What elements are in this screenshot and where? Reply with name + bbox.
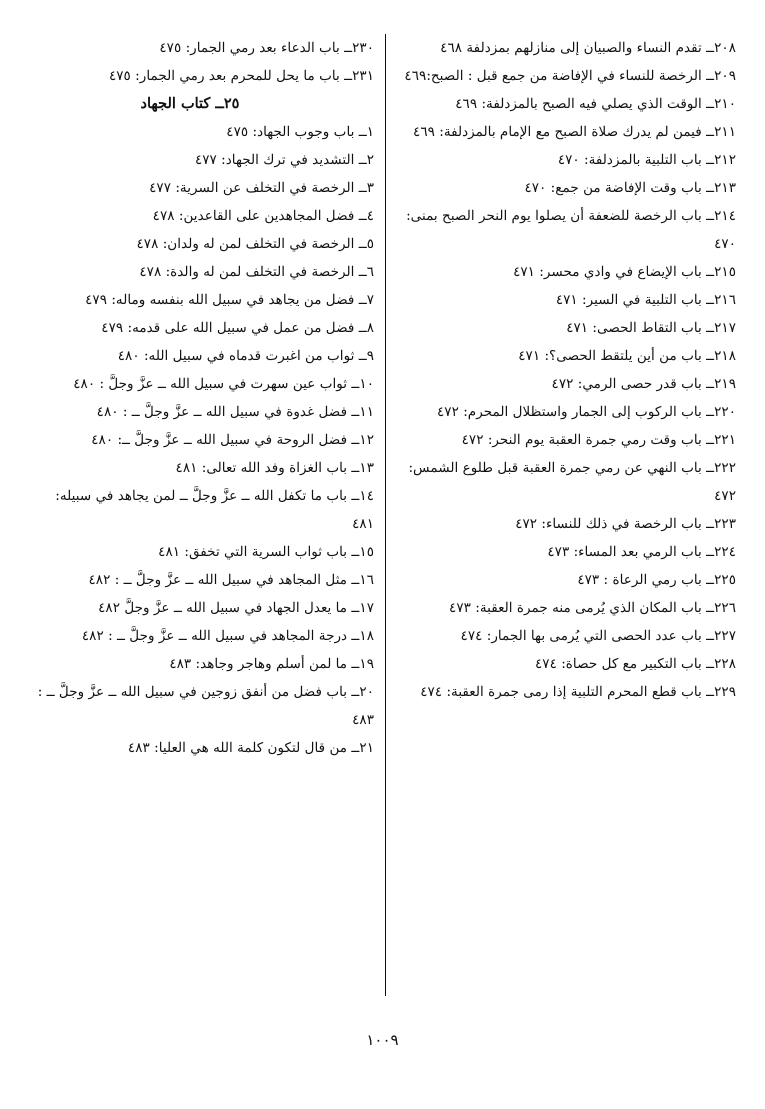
toc-entry [36, 426, 374, 454]
entry-number: ١٩ [359, 656, 374, 672]
toc-entry [36, 622, 374, 650]
entry-title: ما لمن أسلم وهاجر وجاهد: ٤٨٣ [169, 656, 348, 672]
entry-title: باب التلبية في السير: ٤٧١ [555, 292, 702, 308]
entry-number: ٢١٤ [714, 208, 736, 224]
entry-separator: ــ [354, 264, 367, 280]
entry-separator: ــ [701, 516, 715, 532]
toc-entry [402, 342, 736, 370]
entry-separator: ــ [354, 236, 367, 252]
toc-entry [36, 734, 374, 762]
entry-title: الوقت الذي يصلي فيه الصبح بالمزدلفة: ٤٦٩ [455, 96, 702, 112]
entry-number: ١٥ [359, 544, 374, 560]
toc-entry [36, 34, 374, 62]
entry-title: الرخصة في التخلف لمن له والدة: ٤٧٨ [139, 264, 355, 280]
toc-entry [402, 370, 736, 398]
toc-entry [36, 398, 374, 426]
toc-entry [402, 202, 736, 258]
toc-left-column [36, 34, 374, 996]
entry-number: ٢٢٢ [714, 460, 736, 476]
entry-number: ٤ [366, 208, 374, 224]
toc-entry [36, 314, 374, 342]
toc-entry [402, 118, 736, 146]
entry-separator: ــ [354, 348, 367, 364]
entry-separator: ــ [701, 40, 715, 56]
toc-entry [36, 678, 374, 734]
toc-entry [36, 342, 374, 370]
entry-title: ثواب من اغبرت قدماه في سبيل الله: ٤٨٠ [117, 348, 355, 364]
entry-number: ١٧ [359, 600, 374, 616]
entry-separator: ــ [339, 68, 353, 84]
toc-entry [36, 566, 374, 594]
entry-separator: ــ [701, 124, 715, 140]
entry-title: التشديد في ترك الجهاد: ٤٧٧ [194, 152, 355, 168]
entry-title: الرخصة في التخلف عن السرية: ٤٧٧ [149, 180, 355, 196]
toc-entry [402, 314, 736, 342]
entry-separator: ــ [347, 544, 360, 560]
entry-separator: ــ [701, 684, 715, 700]
page-number: ١٠٠٩ [366, 1031, 399, 1049]
entry-title: من قال لتكون كلمة الله هي العليا: ٤٨٣ [127, 740, 348, 756]
entry-number: ٢٢٧ [714, 628, 736, 644]
entry-title: باب الرخصة في ذلك للنساء: ٤٧٢ [515, 516, 702, 532]
entry-title: باب قدر حصى الرمي: ٤٧٢ [551, 376, 702, 392]
entry-separator: ــ [701, 460, 715, 476]
entry-title: باب التكبير مع كل حصاة: ٤٧٤ [535, 656, 702, 672]
entry-separator: ــ [701, 152, 715, 168]
entry-separator: ــ [347, 572, 360, 588]
entry-number: ٢٢٥ [714, 572, 736, 588]
entry-number: ٢١٣ [714, 180, 736, 196]
toc-entry [402, 454, 736, 510]
toc-entry [36, 594, 374, 622]
toc-entry [36, 62, 374, 90]
entry-title: باب فضل من أنفق زوجين في سبيل الله ــ عزَّ وجلَّ ــ : ٤٨٣ [37, 684, 374, 728]
entry-separator: ــ [347, 600, 360, 616]
entry-separator: ــ [701, 544, 715, 560]
entry-title: باب ما يحل للمحرم بعد رمي الجمار: ٤٧٥ [108, 68, 340, 84]
toc-entry [402, 650, 736, 678]
entry-title: تقدم النساء والصبيان إلى منازلهم بمزدلفة ٤٦٨ [440, 40, 702, 56]
entry-title: الرخصة للنساء في الإفاضة من جمع قبل : الصبح:٤٦٩ [404, 68, 702, 84]
entry-title: الرخصة في التخلف لمن له ولدان: ٤٧٨ [136, 236, 355, 252]
entry-separator: ــ [347, 460, 360, 476]
entry-number: ٢١٧ [714, 320, 736, 336]
entry-number: ٢٢٨ [714, 656, 736, 672]
entry-separator: ــ [347, 432, 360, 448]
entry-title: باب المكان الذي يُرمى منه جمرة العقبة: ٤٧٣ [449, 600, 702, 616]
entry-separator: ــ [701, 96, 715, 112]
entry-number: ٢٢٦ [714, 600, 736, 616]
entry-separator: ــ [701, 628, 715, 644]
entry-title: باب النهي عن رمي جمرة العقبة قبل طلوع الشمس: ٤٧٢ [408, 460, 736, 504]
entry-separator: ــ [701, 656, 715, 672]
toc-entry [402, 286, 736, 314]
entry-title: فضل من عمل في سبيل الله على قدمه: ٤٧٩ [101, 320, 355, 336]
toc-entry [36, 370, 374, 398]
entry-number: ٢١٦ [714, 292, 736, 308]
entry-separator: ــ [354, 208, 367, 224]
entry-title: باب من أين يلتقط الحصى؟: ٤٧١ [518, 348, 702, 364]
entry-title: فضل المجاهدين على القاعدين: ٤٧٨ [152, 208, 355, 224]
section-heading: ٢٥ــ كتاب الجهاد [140, 95, 240, 112]
entry-title: فضل الروحة في سبيل الله ــ عزَّ وجلَّ ــ: ٤٨٠ [91, 432, 348, 448]
toc-entry [36, 146, 374, 174]
toc-entry [36, 454, 374, 482]
toc-entry [36, 286, 374, 314]
entry-number: ٢٢٤ [714, 544, 736, 560]
toc-entry [36, 650, 374, 678]
entry-separator: ــ [354, 152, 367, 168]
entry-title: باب وقت الإفاضة من جمع: ٤٧٠ [524, 180, 702, 196]
entry-title: باب الركوب إلى الجمار واستظلال المحرم: ٤٧٢ [437, 404, 702, 420]
entry-separator: ــ [701, 404, 715, 420]
entry-number: ٢١ [359, 740, 374, 756]
entry-separator: ــ [701, 180, 715, 196]
entry-title: ما يعدل الجهاد في سبيل الله ــ عزَّ وجلَّ ٤٨٢ [98, 600, 348, 616]
entry-number: ١٤ [359, 488, 374, 504]
toc-entry [402, 34, 736, 62]
entry-number: ٢١١ [714, 124, 736, 140]
entry-separator: ــ [701, 208, 715, 224]
entry-number: ٢١٩ [714, 376, 736, 392]
entry-title: باب قطع المحرم التلبية إذا رمى جمرة العقبة: ٤٧٤ [420, 684, 702, 700]
toc-entry [402, 678, 736, 706]
entry-separator: ــ [701, 292, 715, 308]
entry-number: ٩ [366, 348, 374, 364]
entry-separator: ــ [354, 320, 367, 336]
entry-separator: ــ [701, 320, 715, 336]
entry-title: باب ثواب السرية التي تخفق: ٤٨١ [158, 544, 348, 560]
entry-title: باب وجوب الجهاد: ٤٧٥ [226, 124, 355, 140]
toc-right-column [402, 34, 736, 996]
entry-number: ٢٣٠ [352, 40, 374, 56]
entry-title: فيمن لم يدرك صلاة الصبح مع الإمام بالمزدلفة: ٤٦٩ [413, 124, 702, 140]
entry-separator: ــ [701, 600, 715, 616]
entry-title: باب الإيضاع في وادي محسر: ٤٧١ [513, 264, 702, 280]
entry-number: ٥ [366, 236, 374, 252]
toc-entry [402, 90, 736, 118]
entry-separator: ــ [347, 684, 360, 700]
entry-title: فضل من يجاهد في سبيل الله بنفسه وماله: ٤٧٩ [85, 292, 355, 308]
entry-title: باب الغزاة وفد الله تعالى: ٤٨١ [175, 460, 348, 476]
entry-separator: ــ [347, 404, 360, 420]
entry-title: باب التقاط الحصى: ٤٧١ [566, 320, 702, 336]
entry-separator: ــ [354, 180, 367, 196]
toc-entry [402, 566, 736, 594]
entry-separator: ــ [347, 628, 360, 644]
toc-entry [36, 538, 374, 566]
entry-number: ٢ [366, 152, 374, 168]
entry-number: ١١ [359, 404, 374, 420]
entry-separator: ــ [701, 348, 715, 364]
toc-entry [402, 510, 736, 538]
entry-number: ١٢ [359, 432, 374, 448]
toc-entry [402, 426, 736, 454]
entry-title: ثواب عين سهرت في سبيل الله ــ عزَّ وجلَّ : ٤٨٠ [73, 376, 348, 392]
toc-entry [36, 174, 374, 202]
entry-separator: ــ [347, 740, 360, 756]
entry-number: ٦ [366, 264, 374, 280]
toc-entry [36, 482, 374, 538]
toc-entry [402, 146, 736, 174]
entry-number: ٢١٢ [714, 152, 736, 168]
toc-entry [402, 174, 736, 202]
toc-entry [402, 62, 736, 90]
entry-separator: ــ [347, 488, 360, 504]
entry-separator: ــ [701, 264, 715, 280]
entry-title: فضل غدوة في سبيل الله ــ عزَّ وجلَّ ــ : ٤٨٠ [96, 404, 348, 420]
entry-number: ١٠ [359, 376, 374, 392]
entry-separator: ــ [354, 292, 367, 308]
entry-title: باب التلبية بالمزدلفة: ٤٧٠ [557, 152, 702, 168]
toc-entry [402, 258, 736, 286]
entry-separator: ــ [354, 124, 367, 140]
entry-title: باب عدد الحصى التي يُرمى بها الجمار: ٤٧٤ [460, 628, 702, 644]
toc-entry [36, 230, 374, 258]
entry-title: باب وقت رمي جمرة العقبة يوم النحر: ٤٧٢ [461, 432, 702, 448]
entry-number: ٧ [366, 292, 374, 308]
entry-number: ١٦ [359, 572, 374, 588]
toc-entry [402, 622, 736, 650]
entry-number: ١ [366, 124, 374, 140]
entry-title: باب الرمي بعد المساء: ٤٧٣ [547, 544, 702, 560]
entry-number: ٢٢١ [714, 432, 736, 448]
entry-number: ٢١٠ [714, 96, 736, 112]
toc-entry [402, 538, 736, 566]
toc-entry [402, 398, 736, 426]
entry-number: ٢٠٨ [714, 40, 736, 56]
entry-title: باب رمي الرعاة : ٤٧٣ [577, 572, 702, 588]
entry-title: درجة المجاهد في سبيل الله ــ عزَّ وجلَّ ــ : ٤٨٢ [81, 628, 348, 644]
entry-separator: ــ [347, 656, 360, 672]
entry-number: ٣ [366, 180, 374, 196]
entry-number: ٢٠٩ [714, 68, 736, 84]
entry-title: مثل المجاهد في سبيل الله ــ عزَّ وجلَّ ــ : ٤٨٢ [88, 572, 348, 588]
toc-entry [402, 594, 736, 622]
entry-title: باب الرخصة للضعفة أن يصلوا يوم النحر الصبح بمنى: ٤٧٠ [406, 208, 736, 252]
column-divider [385, 34, 386, 996]
entry-separator: ــ [347, 376, 360, 392]
entry-number: ١٣ [359, 460, 374, 476]
entry-number: ٢٢٩ [714, 684, 736, 700]
entry-separator: ــ [701, 68, 715, 84]
toc-entry [36, 258, 374, 286]
entry-separator: ــ [339, 40, 353, 56]
entry-number: ٢١٨ [714, 348, 736, 364]
entry-number: ٨ [366, 320, 374, 336]
entry-number: ٢٢٠ [714, 404, 736, 420]
entry-separator: ــ [701, 376, 715, 392]
toc-entry [36, 118, 374, 146]
entry-separator: ــ [701, 432, 715, 448]
toc-entry [36, 202, 374, 230]
entry-number: ٢٣١ [352, 68, 374, 84]
entry-number: ٢١٥ [714, 264, 736, 280]
entry-title: باب ما تكفل الله ــ عزَّ وجلَّ ــ لمن يجاهد في سبيله: ٤٨١ [55, 488, 374, 532]
entry-number: ٢٠ [359, 684, 374, 700]
entry-title: باب الدعاء بعد رمي الجمار: ٤٧٥ [159, 40, 340, 56]
entry-separator: ــ [701, 572, 715, 588]
entry-number: ١٨ [359, 628, 374, 644]
entry-number: ٢٢٣ [714, 516, 736, 532]
